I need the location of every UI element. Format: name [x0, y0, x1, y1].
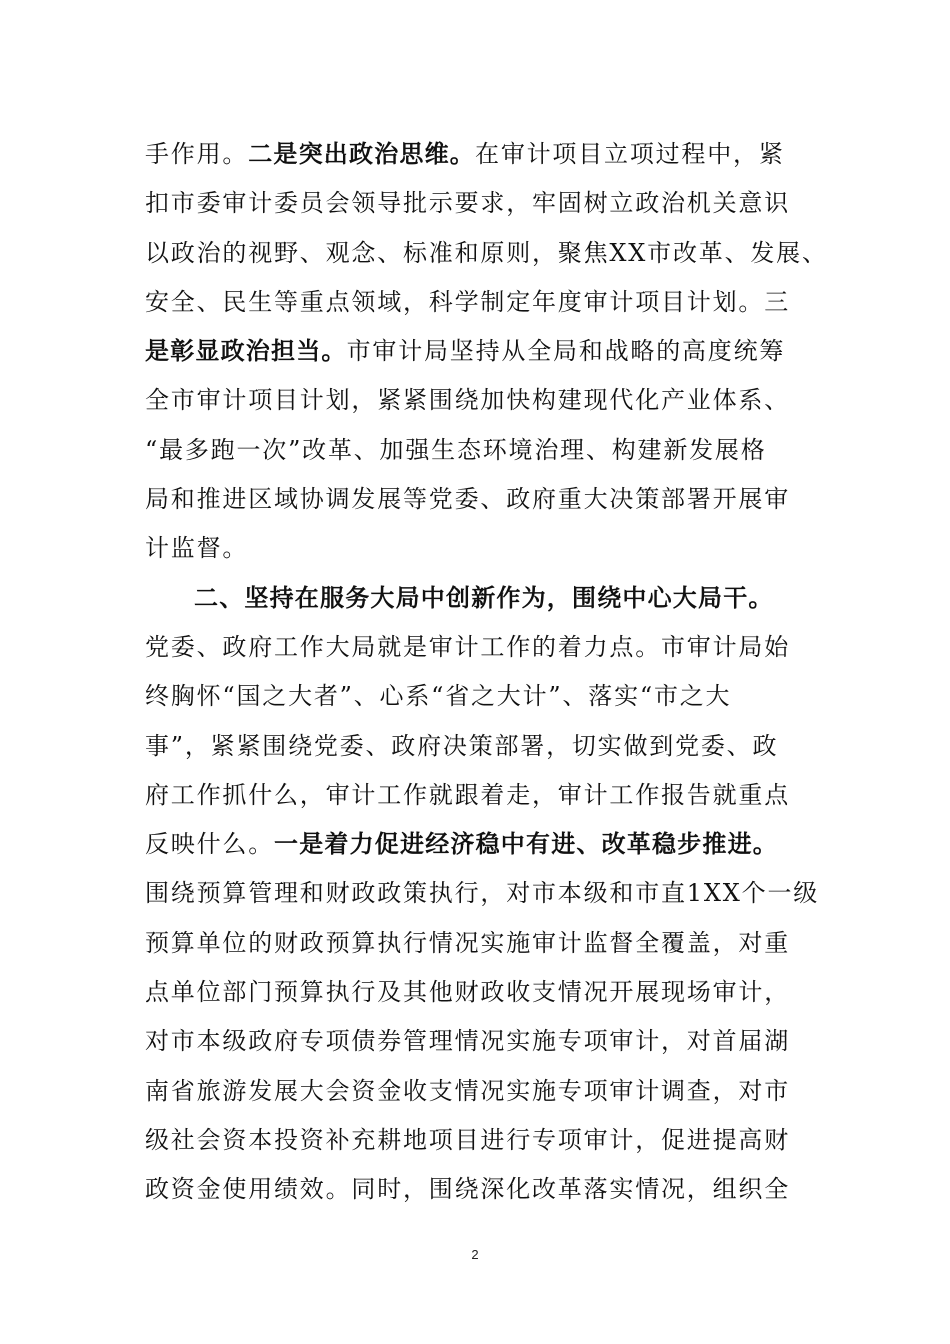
- text-line: [145, 623, 810, 672]
- text-line: [145, 278, 810, 327]
- text-run: 级社会资本投资补充耕地项目进行专项审计，促进提高财: [145, 1125, 790, 1154]
- text-run: 点单位部门预算执行及其他财政收支情况开展现场审计，: [145, 978, 790, 1007]
- bold-text-run: 二、坚持在服务大局中创新作为，围绕中心大局干。: [194, 583, 774, 612]
- bold-text-run: 是彰显政治担当。: [145, 337, 347, 366]
- text-line: [145, 672, 810, 721]
- text-line: [145, 426, 810, 475]
- text-line: [145, 574, 810, 623]
- text-line: [145, 179, 810, 228]
- text-line: [145, 1165, 810, 1214]
- text-line: [145, 376, 810, 425]
- text-run: 手作用。: [145, 140, 249, 168]
- text-run: 在审计项目立项过程中，紧: [475, 140, 785, 168]
- text-line: [145, 820, 810, 869]
- text-run: 终胸怀“国之大者”、心系“省之大计”、落实“市之大: [145, 682, 732, 711]
- text-line: [145, 968, 810, 1017]
- text-run: 南省旅游发展大会资金收支情况实施专项审计调查，对市: [145, 1076, 790, 1105]
- text-line: [145, 327, 810, 376]
- text-line: [145, 524, 810, 573]
- text-run: 围绕预算管理和财政政策执行，对市本级和市直1XX个一级: [145, 879, 820, 908]
- body-text: [145, 130, 828, 1215]
- bold-text-run: 二是突出政治思维。: [248, 140, 476, 168]
- text-line: [145, 1067, 810, 1116]
- page-number: 2: [471, 1247, 479, 1262]
- text-line: [145, 130, 810, 179]
- text-run: 党委、政府工作大局就是审计工作的着力点。市审计局始: [145, 632, 790, 661]
- text-line: [145, 771, 810, 820]
- text-line: [145, 229, 828, 278]
- bold-text-run: 一是着力促进经济稳中有进、改革稳步推进。: [274, 830, 778, 859]
- text-line: [145, 1017, 810, 1066]
- text-run: 市审计局坚持从全局和战略的高度统筹: [346, 337, 786, 366]
- text-run: 事”，紧紧围绕党委、政府决策部署，切实做到党委、政: [145, 731, 779, 760]
- text-run: 政资金使用绩效。同时，围绕深化改革落实情况，组织全: [145, 1175, 790, 1204]
- text-line: [145, 722, 810, 771]
- text-run: “最多跑一次”改革、加强生态环境治理、构建新发展格: [145, 435, 767, 464]
- text-run: 府工作抓什么，审计工作就跟着走，审计工作报告就重点: [145, 780, 790, 809]
- text-run: 预算单位的财政预算执行情况实施审计监督全覆盖，对重: [145, 928, 790, 957]
- text-run: 对市本级政府专项债券管理情况实施专项审计，对首届湖: [145, 1027, 790, 1056]
- text-line: [145, 475, 810, 524]
- text-run: 局和推进区域协调发展等党委、政府重大决策部署开展审: [145, 485, 790, 514]
- text-run: 反映什么。: [145, 830, 274, 859]
- text-line: [145, 1116, 810, 1165]
- text-line: [145, 919, 810, 968]
- text-line: [145, 869, 820, 918]
- text-run: 以政治的视野、观念、标准和原则，聚焦XX市改革、发展、: [145, 238, 828, 267]
- text-run: 计监督。: [145, 534, 249, 563]
- text-run: 扣市委审计委员会领导批示要求，牢固树立政治机关意识: [145, 189, 790, 218]
- text-run: 全市审计项目计划，紧紧围绕加快构建现代化产业体系、: [145, 386, 790, 415]
- text-run: 安全、民生等重点领域，科学制定年度审计项目计划。三: [145, 287, 790, 316]
